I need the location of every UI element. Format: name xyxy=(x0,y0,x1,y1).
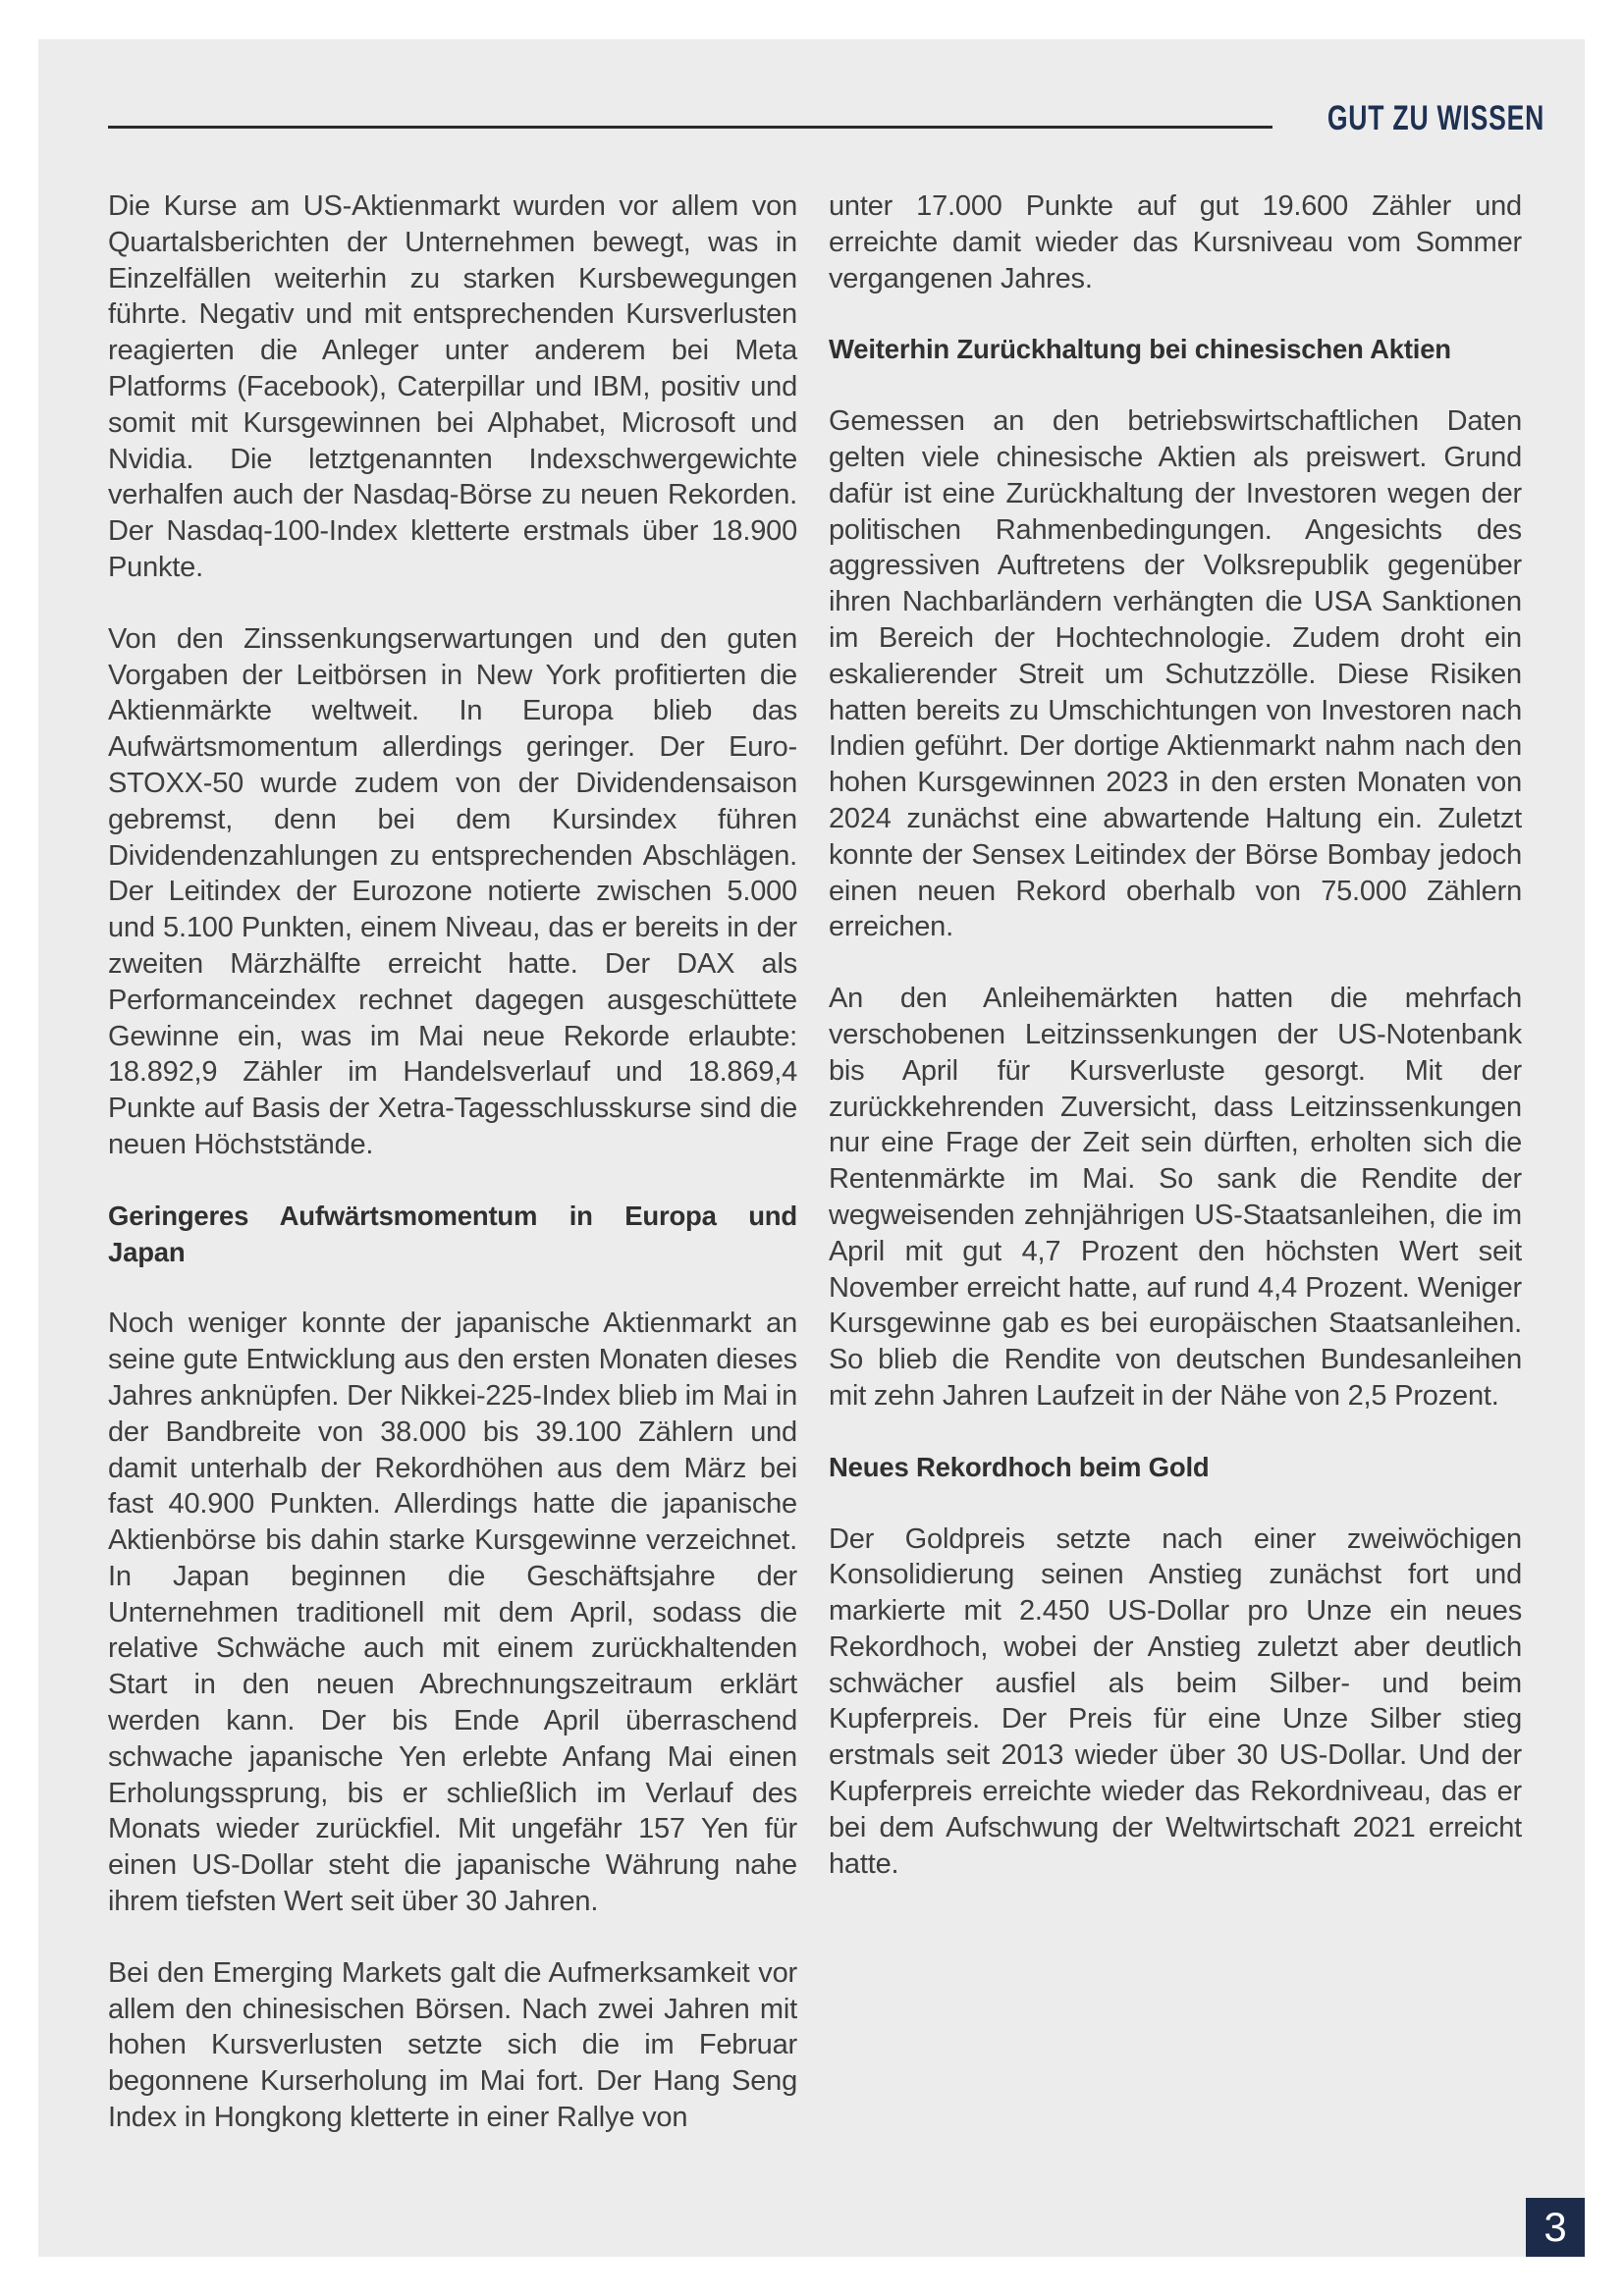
heading-line: Weiterhin Zurückhaltung bei chinesischen Aktien xyxy=(829,334,1451,365)
paragraph-japan-nikkei: Noch weniger konnte der japanische Aktienmarkt an seine gute Entwicklung aus den ersten Monaten dieses Jahres anknüpfen. Der Nikkei-225-Index blieb im Mai in der Bandbreite von 38.000 bis 39.100 Zählern und damit unterhalb der Rekordhöhen aus dem März bei fast 40.900 Punkten. Allerdings hatte die japanische Aktienbörse bis dahin starke Kursgewinne verzeichnet. In Japan beginnen die Geschäftsjahre der Unternehmen traditionell mit dem April, sodass die relative Schwäche auch mit einem zurückhaltenden Start in den neuen Abrechnungszeitraum erklärt werden kann. Der bis Ende April überraschend schwache japanische Yen erlebte Anfang Mai einen Erholungssprung, bis er schließlich im Verlauf des Monats wieder zurückfiel. Mit ungefähr 157 Yen für einen US-Dollar steht die japanische Währung nahe ihrem tiefsten Wert seit über 30 Jahren. xyxy=(108,1308,797,1918)
paragraph-bond-markets: An den Anleihemärkten hatten die mehrfach verschobenen Leitzinssenkungen der US-Notenbank bis April für Kursverluste gesorgt. Mit der zurückkehrenden Zuversicht, dass Leitzinssenkungen nur eine Frage der Zeit sein dürften, erholten sich die Rentenmärkte im Mai. So sank die Rendite der wegweisenden zehnjährigen US-Staatsanleihen, die im April mit gut 4,7 Prozent den höchsten Wert seit November erreicht hatte, auf rund 4,4 Prozent. Weniger Kursgewinne gab es bei europäischen Staatsanleihen. So blieb die Rendite von deutschen Bundesanleihen mit zehn Jahren Laufzeit in der Nähe von 2,5 Prozent. xyxy=(829,983,1522,1412)
section-heading-china xyxy=(829,332,1522,368)
text-columns xyxy=(108,188,1522,2171)
section-label: GUT ZU WISSEN xyxy=(1326,99,1544,137)
paragraph-us-stocks: Die Kurse am US-Aktienmarkt wurden vor allem von Quartalsberichten der Unternehmen bewegt, was in Einzelfällen weiterhin zu starken Kursbewegungen führte. Negativ und mit entsprechenden Kursverlusten reagierten die Anleger unter anderem bei Meta Platforms (Facebook), Caterpillar und IBM, positiv und somit mit Kursgewinnen bei Alphabet, Microsoft und Nvidia. Die letztgenannten Indexschwergewichte verhalfen auch der Nasdaq-Börse zu neuen Rekorden. Der Nasdaq-100-Index kletterte erstmals über 18.900 Punkte. xyxy=(108,190,797,583)
section-heading-europe-japan xyxy=(108,1199,797,1271)
header-rule xyxy=(108,126,1272,129)
paragraph-hang-seng-continuation: unter 17.000 Punkte auf gut 19.600 Zähler und erreichte damit wieder das Kursniveau vom Sommer vergangenen Jahres. xyxy=(829,190,1522,294)
page xyxy=(38,39,1585,2257)
paragraph-china-india: Gemessen an den betriebswirtschaftlichen Daten gelten viele chinesische Aktien als preiswert. Grund dafür ist eine Zurückhaltung der Investoren wegen der politischen Rahmenbedingungen. Angesichts des aggressiven Auftretens der Volksrepublik gegenüber ihren Nachbarländern verhängten die USA Sanktionen im Bereich der Hochtechnologie. Zudem droht ein eskalierender Streit um Schutzzölle. Diese Risiken hatten bereits zu Umschichtungen von Investoren nach Indien geführt. Der dortige Aktienmarkt nahm nach den hohen Kursgewinnen 2023 in den ersten Monaten von 2024 zunächst eine abwartende Haltung ein. Zuletzt konnte der Sensex Leitindex der Börse Bombay jedoch einen neuen Rekord oberhalb von 75.000 Zählern erreichen. xyxy=(829,405,1522,943)
column-left xyxy=(108,188,797,2171)
heading-line: Neues Rekordhoch beim Gold xyxy=(829,1451,1210,1482)
page-number-badge xyxy=(1526,2198,1585,2257)
section-heading-gold xyxy=(829,1450,1522,1486)
page-number: 3 xyxy=(1543,2204,1567,2250)
column-right xyxy=(829,188,1522,2171)
paragraph-europe-dax: Von den Zinssenkungserwartungen und den guten Vorgaben der Leitbörsen in New York profitierten die Aktienmärkte weltweit. In Europa blieb das Aufwärtsmomentum allerdings geringer. Der Euro-STOXX-50 wurde zudem von der Dividendensaison gebremst, denn bei dem Kursindex führen Dividendenzahlungen zu entsprechenden Abschlägen. Der Leitindex der Eurozone notierte zwischen 5.000 und 5.100 Punkten, einem Niveau, das er bereits in der zweiten Märzhälfte erreicht hatte. Der DAX als Performanceindex rechnet dagegen ausgeschüttete Gewinne ein, was im Mai neue Rekorde erlaubte: 18.892,9 Zähler im Handelsverlauf und 18.869,4 Punkte auf Basis der Xetra-Tagesschlusskurse sind die neuen Höchststände. xyxy=(108,622,797,1160)
paragraph-emerging-markets: Bei den Emerging Markets galt die Aufmerksamkeit vor allem den chinesischen Börsen. Nach zwei Jahren mit hohen Kursverlusten setzte sich die im Februar begonnene Kurserholung im Mai fort. Der Hang Seng Index in Hongkong kletterte in einer Rallye von xyxy=(108,1956,797,2134)
heading-line: Geringeres Aufwärtsmomentum in Europa und xyxy=(108,1200,797,1231)
heading-line: Japan xyxy=(108,1236,186,1267)
paragraph-gold-silver-copper: Der Goldpreis setzte nach einer zweiwöchigen Konsolidierung seinen Anstieg zunächst fort und markierte mit 2.450 US-Dollar pro Unze ein neues Rekordhoch, wobei der Anstieg zuletzt aber deutlich schwächer ausfiel als beim Silber- und beim Kupferpreis. Der Preis für eine Unze Silber stieg erstmals seit 2013 wieder über 30 US-Dollar. Und der Kupferpreis erreichte wieder das Rekordniveau, das er bei dem Aufschwung der Weltwirtschaft 2021 erreicht hatte. xyxy=(829,1522,1522,1880)
